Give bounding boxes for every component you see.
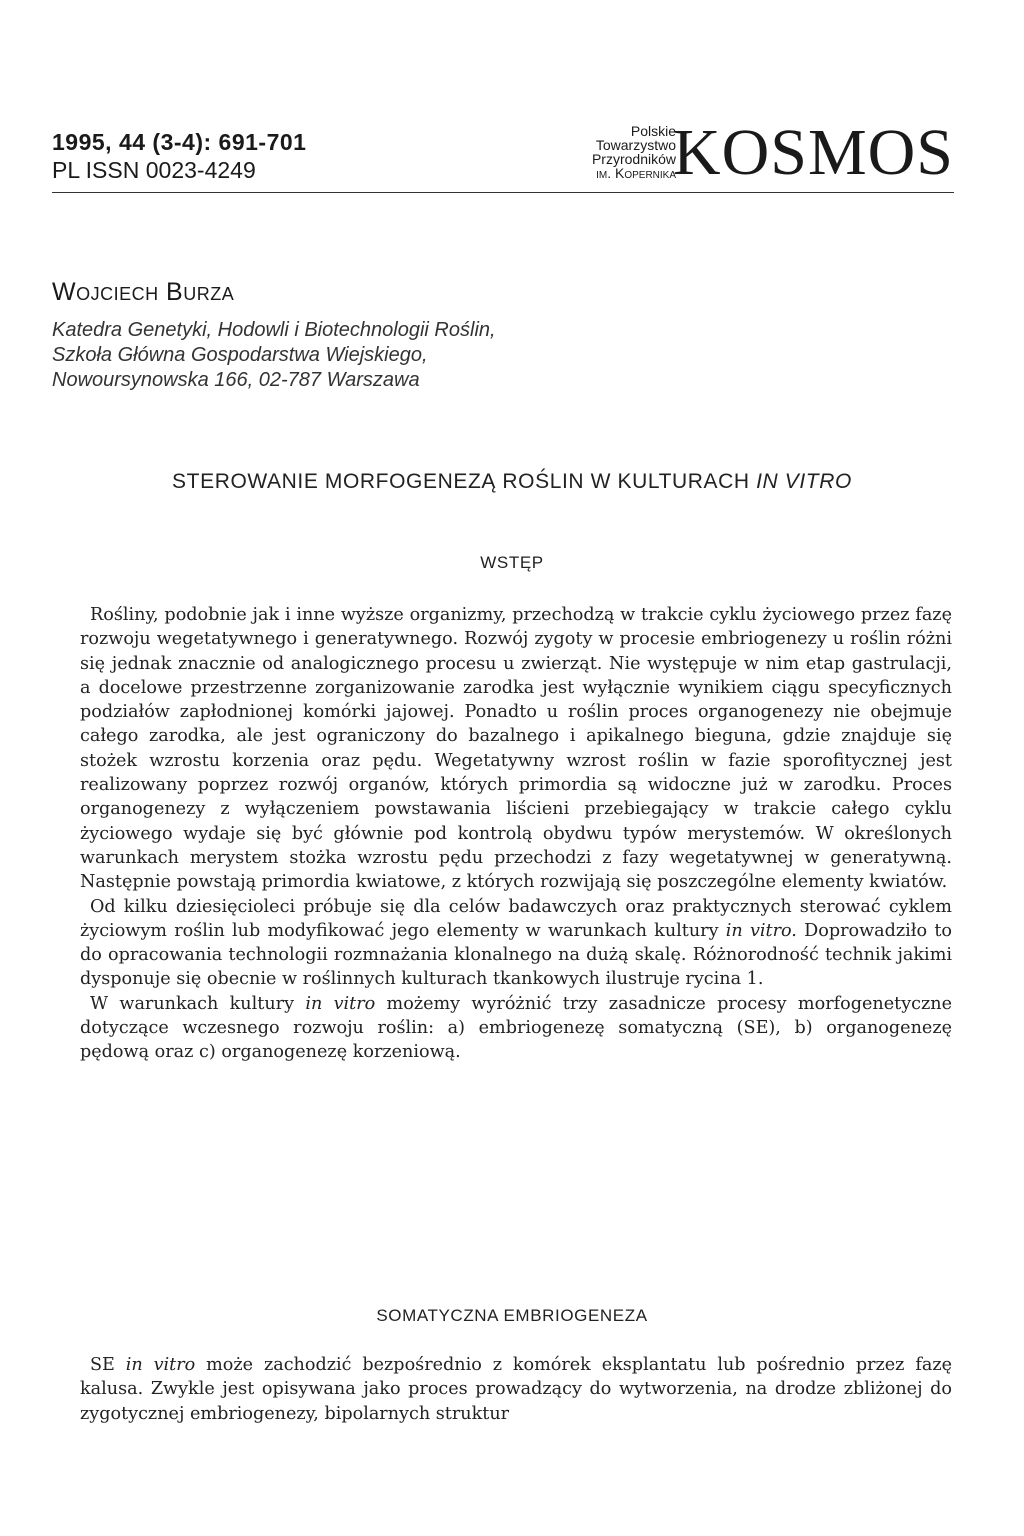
author-affiliation [52, 318, 496, 393]
text-run-italic: in vitro. [725, 920, 797, 941]
paragraph [80, 992, 952, 1065]
text-run: Doprowadziło to do opracowania technologii rozmnażania klonalnego na dużą skalę. Różnorodność technik jakimi dysponuje się obecnie w roślinnych kulturach tkankowych ilustruje rycina 1. [80, 920, 952, 990]
affiliation-line: Nowoursynowska 166, 02-787 Warszawa [52, 369, 420, 391]
section-heading-intro: WSTĘP [480, 553, 544, 572]
text-run-italic: in vitro [305, 993, 376, 1014]
society-line: Polskie [630, 123, 676, 139]
text-run: może zachodzić bezpośrednio z komórek eksplantatu lub pośrednio przez fazę kalusa. Zwykle jest opisywana jako proces prowadzący do wytworzenia, na drodze zbliżonej do zygotycznej embriogenezy, bipolarnych struktur [80, 1355, 952, 1424]
title-italic: IN VITRO [756, 470, 852, 493]
issn: PL ISSN 0023-4249 [52, 157, 256, 183]
author-name: Wojciech Burza [52, 278, 235, 306]
paragraph [80, 1353, 952, 1426]
article-title [0, 470, 1024, 494]
text-run: SE [90, 1355, 115, 1375]
se-text [80, 1353, 952, 1426]
text-run: możemy wyróżnić trzy zasadnicze procesy morfogenetyczne dotyczące wczesnego rozwoju roślin: a) embriogenezę somatyczną (SE), b) organogenezę pędową oraz c) organogenezę korzeniową. [80, 993, 953, 1063]
paragraph: Rośliny, podobnie jak i inne wyższe organizmy, przechodzą w trakcie cyklu życiowego przez fazę rozwoju wegetatywnego i generatywnego. Rozwój zygoty w procesie embriogenezy u roślin różni się jednak znacznie od analogicznego procesu u zwierząt. Nie występuje w nim etap gastrulacji, a docelowe przestrzenne zorganizowanie zarodka jest wyłącznie wynikiem ciągu specyficznych podziałów zapłodnionej komórki jajowej. Ponadto u roślin proces organogenezy nie obejmuje całego zarodka, ale jest ograniczony do bazalnego i apikalnego bieguna, gdzie znajduje się stożek wzrostu korzenia oraz pędu. Wegetatywny wzrost roślin w fazie sporofitycznej jest realizowany poprzez rozwój organów, których primordia są widoczne już w zarodku. Proces organogenezy z wyłączeniem powstawania liścieni przebiegający w trakcie całego cyklu życiowego wydaje się być głównie pod kontrolą obydwu typów merystemów. W określonych warunkach merystem stożka wzrostu pędu przechodzi z fazy wegetatywnej w generatywną. Następnie powstają primordia kwiatowe, z których rozwijają się poszczególne elementy kwiatów. [80, 605, 952, 893]
text-run: W warunkach kultury [90, 993, 295, 1014]
journal-header [52, 118, 954, 190]
citation-block [52, 128, 306, 184]
society-line: Towarzystwo [595, 137, 676, 153]
text-run-italic: in vitro [125, 1355, 196, 1375]
affiliation-line: Katedra Genetyki, Hodowli i Biotechnologii Roślin, [52, 319, 496, 341]
text-run: Od kilku dziesięcioleci próbuje się dla celów badawczych oraz praktycznych sterować cyklem życiowym roślin lub modyfikować jego elementy w warunkach kultury [80, 896, 952, 941]
society-line: Przyrodników [591, 151, 676, 167]
issue-citation: 1995, 44 (3-4): 691-701 [52, 129, 307, 155]
society-name [514, 124, 676, 180]
society-line: im. Kopernika [596, 165, 676, 181]
paragraph [80, 895, 952, 992]
intro-text [80, 603, 952, 1065]
title-main: STEROWANIE MORFOGENEZĄ ROŚLIN W KULTURACH [172, 470, 750, 493]
affiliation-line: Szkoła Główna Gospodarstwa Wiejskiego, [52, 344, 428, 366]
section-heading-se: SOMATYCZNA EMBRIOGENEZA [376, 1306, 648, 1325]
header-divider [52, 192, 954, 193]
journal-title: KOSMOS [672, 116, 954, 189]
